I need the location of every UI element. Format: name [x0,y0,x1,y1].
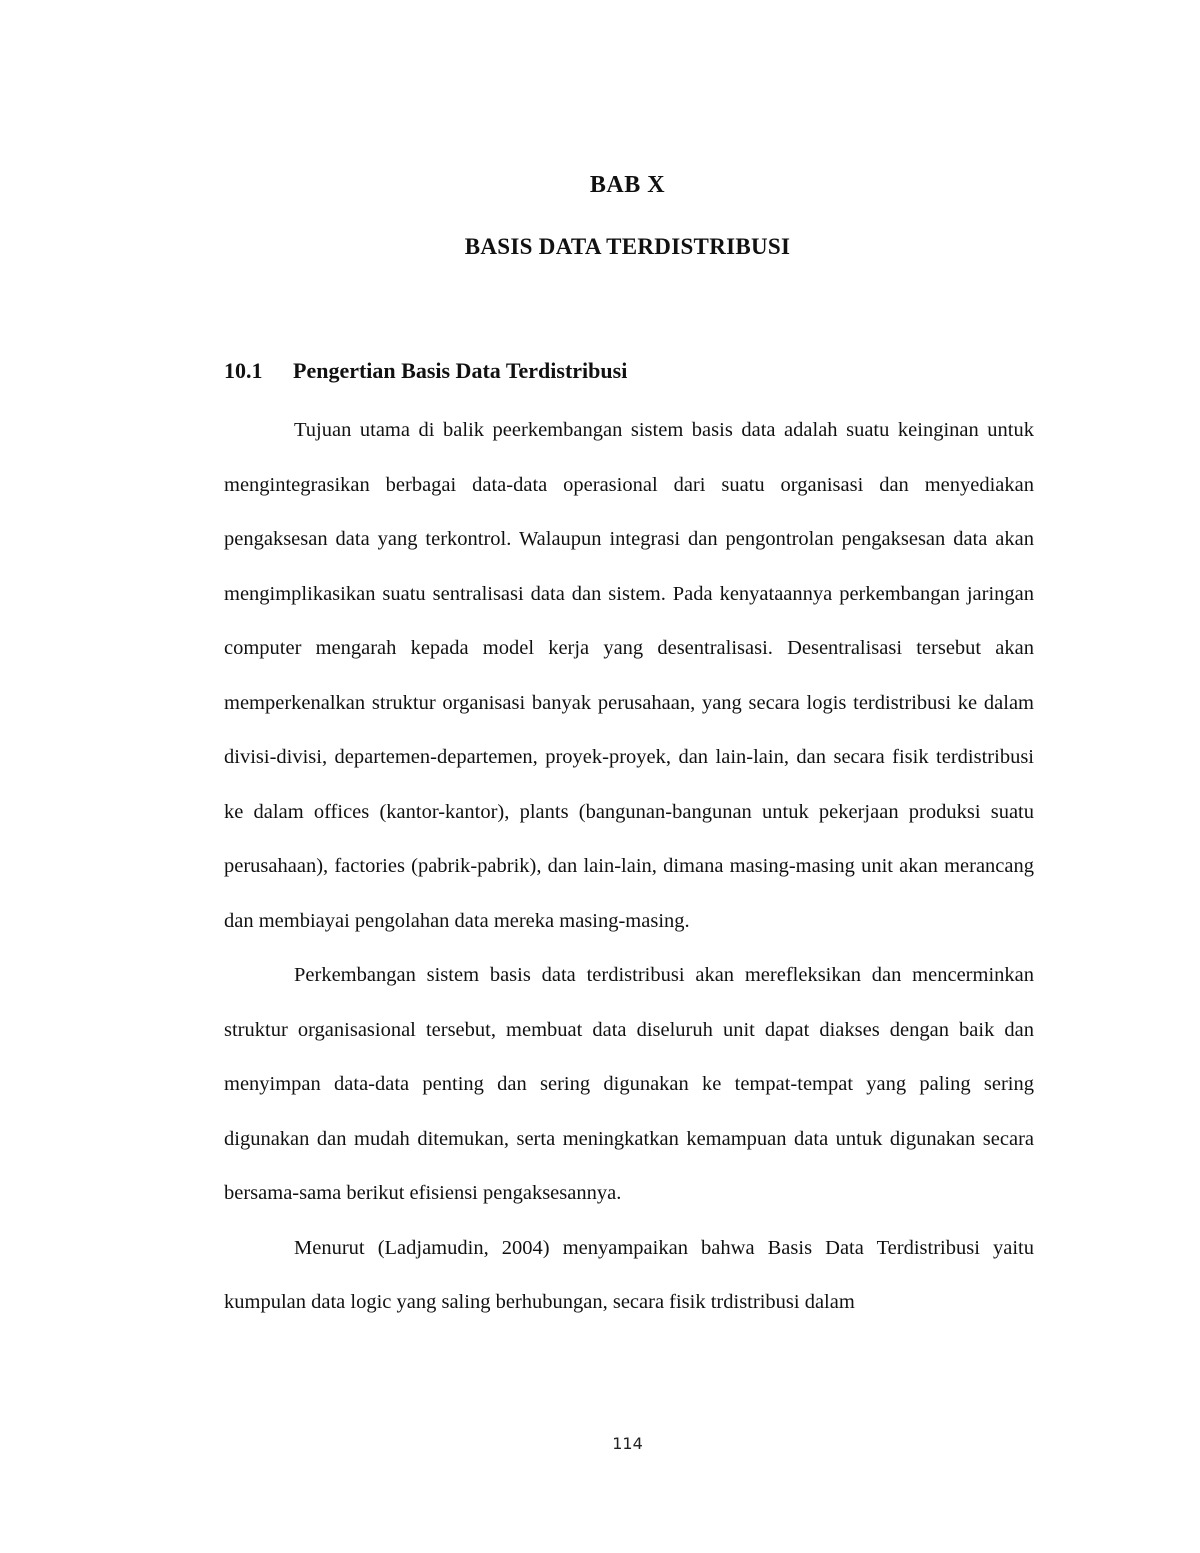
paragraph: Tujuan utama di balik peerkembangan sistem basis data adalah suatu keinginan untuk mengintegrasikan berbagai data-data operasional dari suatu organisasi dan menyediakan pengaksesan data yang terkontrol. Walaupun integrasi dan pengontrolan pengaksesan data akan mengimplikasikan suatu sentralisasi data dan sistem. Pada kenyataannya perkembangan jaringan computer mengarah kepada model kerja yang desentralisasi. Desentralisasi tersebut akan memperkenalkan struktur organisasi banyak perusahaan, yang secara logis terdistribusi ke dalam divisi-divisi, departemen-departemen, proyek-proyek, dan lain-lain, dan secara fisik terdistribusi ke dalam offices (kantor-kantor), plants (bangunan-bangunan untuk pekerjaan produksi suatu perusahaan), factories (pabrik-pabrik), dan lain-lain, dimana masing-masing unit akan merancang dan membiayai pengolahan data mereka masing-masing. [224,419,1034,932]
paragraph: Menurut (Ladjamudin, 2004) menyampaikan bahwa Basis Data Terdistribusi yaitu kumpulan data logic yang saling berhubungan, secara fisik trdistribusi dalam [224,1236,1034,1313]
chapter-label: BAB X [589,172,666,198]
paragraph: Perkembangan sistem basis data terdistribusi akan merefleksikan dan mencerminkan struktur organisasional tersebut, membuat data diseluruh unit dapat diakses dengan baik dan menyimpan data-data penting dan sering digunakan ke tempat-tempat yang paling sering digunakan dan mudah ditemukan, serta meningkatkan kemampuan data untuk digunakan secara bersama-sama berikut efisiensi pengaksesannya. [224,964,1034,1204]
section-heading [224,356,627,386]
section-number: 10.1 [224,358,263,383]
page-number: 114 [612,1434,643,1453]
section-title: Pengertian Basis Data Terdistribusi [293,358,628,383]
body-text [224,403,1034,1330]
chapter-title: BASIS DATA TERDISTRIBUSI [464,234,791,259]
